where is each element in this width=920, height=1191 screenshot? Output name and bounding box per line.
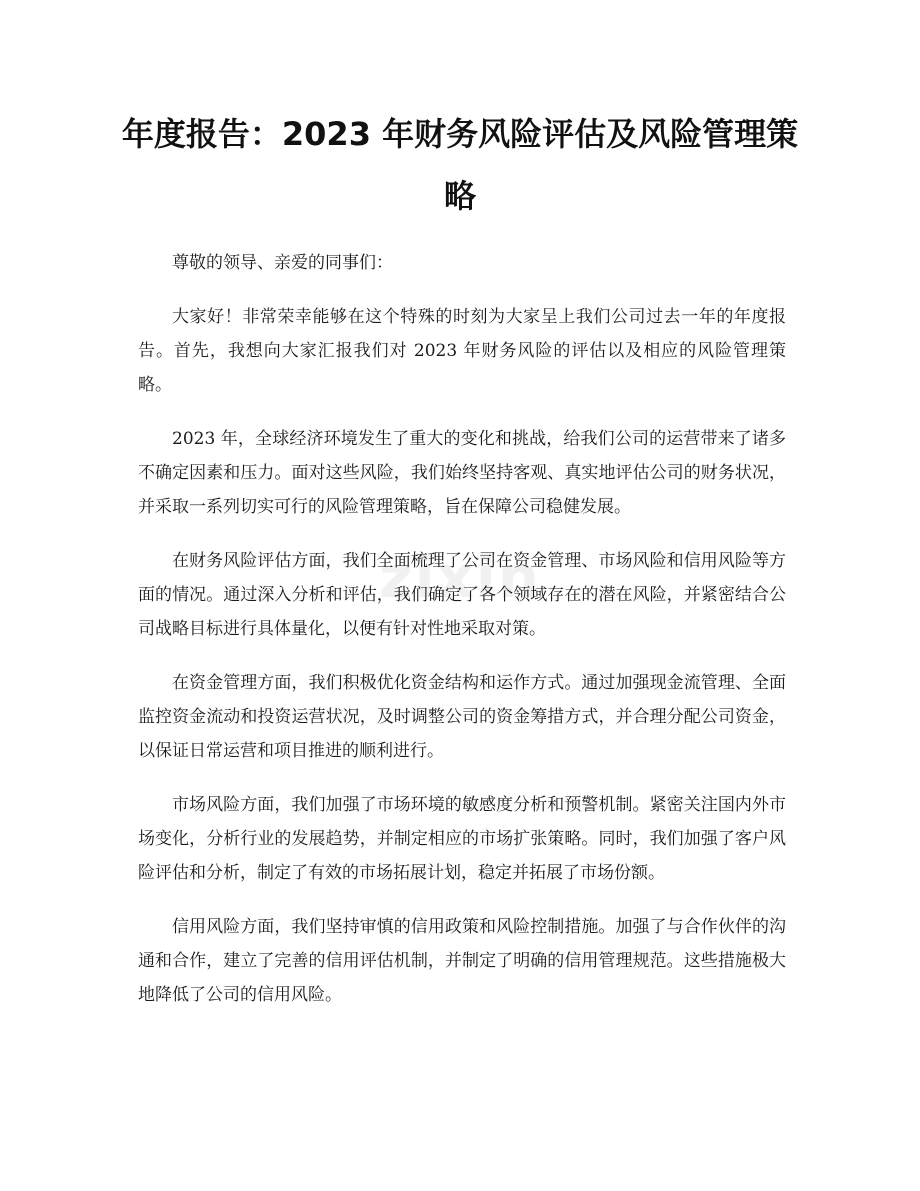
paragraph-risk-assessment: 在财务风险评估方面，我们全面梳理了公司在资金管理、市场风险和信用风险等方面的情况。通过深入分析和评估，我们确定了各个领域存在的潜在风险，并紧密结合公司战略目标进行具体量化，以便有针对性地采取对策。 — [138, 551, 786, 639]
salutation: 尊敬的领导、亲爱的同事们： — [172, 253, 393, 273]
paragraph-fund-management: 在资金管理方面，我们积极优化资金结构和运作方式。通过加强现金流管理、全面监控资金流动和投资运营状况，及时调整公司的资金筹措方式，并合理分配公司资金，以保证日常运营和项目推进的顺利进行。 — [138, 673, 786, 761]
paragraph-credit-risk: 信用风险方面，我们坚持审慎的信用政策和风险控制措施。加强了与合作伙伴的沟通和合作，建立了完善的信用评估机制，并制定了明确的信用管理规范。这些措施极大地降低了公司的信用风险。 — [138, 917, 786, 1005]
watermark: zixin — [378, 543, 542, 611]
document-body — [138, 246, 786, 1032]
document-title: 年度报告：2023 年财务风险评估及风险管理策略 — [121, 115, 799, 215]
paragraph-greeting: 大家好！非常荣幸能够在这个特殊的时刻为大家呈上我们公司过去一年的年度报告。首先，我想向大家汇报我们对 2023 年财务风险的评估以及相应的风险管理策略。 — [138, 307, 786, 395]
paragraph-market-risk: 市场风险方面，我们加强了市场环境的敏感度分析和预警机制。紧密关注国内外市场变化，分析行业的发展趋势，并制定相应的市场扩张策略。同时，我们加强了客户风险评估和分析，制定了有效的市场拓展计划，稳定并拓展了市场份额。 — [138, 795, 786, 883]
paragraph-overview: 2023 年，全球经济环境发生了重大的变化和挑战，给我们公司的运营带来了诸多不确定因素和压力。面对这些风险，我们始终坚持客观、真实地评估公司的财务状况，并采取一系列切实可行的风险管理策略，旨在保障公司稳健发展。 — [138, 429, 786, 517]
